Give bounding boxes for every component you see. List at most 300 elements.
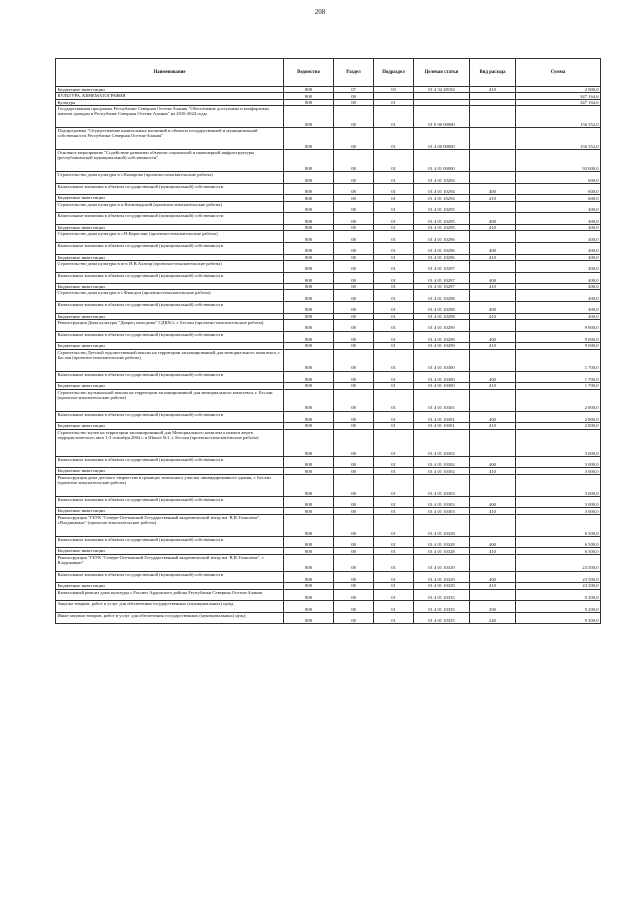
cell-department: 808 (284, 284, 334, 290)
cell-department: 808 (284, 583, 334, 589)
cell-subsection: 01 (374, 242, 414, 254)
cell-target-article: 01 4 01 10335 (414, 612, 470, 624)
cell-section: 08 (334, 195, 374, 201)
table-row (56, 172, 601, 184)
cell-department: 808 (284, 242, 334, 254)
cell-section: 08 (334, 514, 374, 536)
cell-expense-type (470, 349, 516, 371)
table-header-row (56, 59, 601, 87)
cell-section: 08 (334, 371, 374, 383)
cell-subsection: 01 (374, 331, 414, 343)
cell-sum: 2 800,0 (516, 411, 601, 423)
cell-subsection: 01 (374, 411, 414, 423)
cell-name: Капитальные вложения в объекты государственной (муниципальной) собственности (56, 536, 284, 548)
cell-sum: 6 500,0 (516, 514, 601, 536)
cell-expense-type: 400 (470, 496, 516, 508)
cell-name: Бюджетные инвестиции (56, 195, 284, 201)
cell-sum: 1 700,0 (516, 371, 601, 383)
cell-section: 08 (334, 536, 374, 548)
cell-section: 08 (334, 150, 374, 172)
cell-sum: 347 164,6 (516, 93, 601, 99)
cell-subsection: 01 (374, 254, 414, 260)
cell-section: 08 (334, 272, 374, 284)
cell-section: 08 (334, 508, 374, 514)
cell-sum: 9 000,0 (516, 331, 601, 343)
cell-target-article: 01 4 01 10297 (414, 260, 470, 272)
cell-expense-type (470, 320, 516, 332)
cell-subsection: 01 (374, 99, 414, 105)
cell-expense-type: 410 (470, 195, 516, 201)
cell-expense-type: 410 (470, 468, 516, 474)
cell-name: Бюджетные инвестиции (56, 583, 284, 589)
cell-target-article: 01 4 01 10298 (414, 290, 470, 302)
cell-name: Строительство музыкальной школы на территории запланированной для мемориального комплекса, г. Беслан (проектно-изыскательские работы) (56, 389, 284, 411)
cell-target-article: 01 4 01 10297 (414, 272, 470, 284)
cell-sum: 3 000,0 (516, 474, 601, 496)
table-row (56, 429, 601, 456)
cell-name: Строительство дома культуры в пгт. Н.В.Алагир (проектно-изыскательские работы) (56, 260, 284, 272)
cell-expense-type: 400 (470, 213, 516, 225)
cell-subsection: 01 (374, 474, 414, 496)
cell-name: КУЛЬТУРА, КИНЕМАТОГРАФИЯ (56, 93, 284, 99)
cell-section: 08 (334, 554, 374, 571)
cell-target-article: 01 4 01 10335 (414, 601, 470, 613)
cell-sum: 9 000,0 (516, 320, 601, 332)
cell-department: 808 (284, 343, 334, 349)
cell-expense-type: 400 (470, 331, 516, 343)
cell-sum: 400,0 (516, 213, 601, 225)
cell-section: 08 (334, 224, 374, 230)
cell-expense-type (470, 290, 516, 302)
cell-sum: 600,0 (516, 195, 601, 201)
header-expense-type: Вид расхода (470, 59, 516, 87)
table-row (56, 183, 601, 195)
cell-department: 808 (284, 514, 334, 536)
table-row (56, 106, 601, 128)
cell-department: 808 (284, 172, 334, 184)
header-subsection: Подраздел (374, 59, 414, 87)
cell-section: 08 (334, 429, 374, 456)
cell-subsection: 01 (374, 320, 414, 332)
cell-sum: 400,0 (516, 290, 601, 302)
cell-section: 08 (334, 571, 374, 583)
cell-sum: 400,0 (516, 201, 601, 213)
cell-target-article: 01 4 01 10335 (414, 589, 470, 601)
table-row (56, 474, 601, 496)
table-row (56, 128, 601, 150)
cell-department: 808 (284, 213, 334, 225)
cell-target-article: 01 4 01 10299 (414, 343, 470, 349)
cell-department: 808 (284, 195, 334, 201)
cell-expense-type (470, 150, 516, 172)
cell-section: 08 (334, 254, 374, 260)
cell-department: 808 (284, 183, 334, 195)
cell-expense-type: 400 (470, 371, 516, 383)
cell-name: Подпрограмма "Осуществление капитальных вложений в объекты государственной и муниципальной собственности Республики Северная Осетия-Алания" (56, 128, 284, 150)
cell-name: Бюджетные инвестиции (56, 383, 284, 389)
cell-expense-type: 410 (470, 343, 516, 349)
cell-target-article: 01 4 01 10302 (414, 456, 470, 468)
cell-sum: 3 000,0 (516, 456, 601, 468)
cell-subsection: 01 (374, 172, 414, 184)
cell-sum: 600,0 (516, 172, 601, 184)
table-row (56, 612, 601, 624)
cell-department: 808 (284, 106, 334, 128)
cell-name: Бюджетные инвестиции (56, 224, 284, 230)
cell-target-article: 01 4 01 10301 (414, 389, 470, 411)
cell-name: Строительство дома культуры в п.Кизилвадский (проектно-изыскательские работы) (56, 201, 284, 213)
cell-section: 08 (334, 468, 374, 474)
cell-sum: 92 000,0 (516, 150, 601, 172)
cell-sum: 2 800,0 (516, 423, 601, 429)
cell-name: Иные закупки товаров, работ и услуг для обеспечения государственных (муниципальных) нужд (56, 612, 284, 624)
cell-department: 808 (284, 548, 334, 554)
cell-sum: 3 000,0 (516, 429, 601, 456)
cell-expense-type: 410 (470, 508, 516, 514)
cell-subsection: 01 (374, 571, 414, 583)
cell-target-article: 01 4 01 10329 (414, 571, 470, 583)
cell-name: Капитальные вложения в объекты государственной (муниципальной) собственности (56, 411, 284, 423)
cell-name: Государственная программа Республики Северная Осетия-Алания "Обеспечение доступным и комфортным жильем граждан в Республике Северная Осетия-Алания" на 2016-2024 годы (56, 106, 284, 128)
cell-sum: 400,0 (516, 254, 601, 260)
cell-expense-type: 410 (470, 284, 516, 290)
table-row (56, 272, 601, 284)
cell-name: Строительство дома культуры в с.Комарово (проектно-изыскательские работы) (56, 172, 284, 184)
cell-target-article: 01 4 01 10298 (414, 302, 470, 314)
table-row (56, 242, 601, 254)
cell-sum: 156 352,0 (516, 128, 601, 150)
cell-target-article: 01 4 01 10296 (414, 254, 470, 260)
cell-section: 08 (334, 128, 374, 150)
header-target-article: Целевая статья (414, 59, 470, 87)
page-number: 208 (314, 8, 326, 16)
cell-section: 07 (334, 87, 374, 93)
cell-section: 08 (334, 183, 374, 195)
cell-sum: 23 500,0 (516, 583, 601, 589)
cell-target-article: 01 4 01 10300 (414, 383, 470, 389)
cell-sum: 23 500,0 (516, 571, 601, 583)
cell-section: 08 (334, 548, 374, 554)
cell-section: 08 (334, 496, 374, 508)
cell-subsection: 01 (374, 343, 414, 349)
cell-sum: 3 000,0 (516, 508, 601, 514)
cell-section: 08 (334, 172, 374, 184)
cell-section: 08 (334, 583, 374, 589)
cell-sum: 3 000,0 (516, 468, 601, 474)
cell-sum: 400,0 (516, 302, 601, 314)
cell-subsection: 01 (374, 583, 414, 589)
cell-section: 08 (334, 612, 374, 624)
cell-department: 808 (284, 571, 334, 583)
table-row (56, 371, 601, 383)
cell-subsection: 01 (374, 313, 414, 319)
cell-subsection: 01 (374, 508, 414, 514)
cell-department: 808 (284, 224, 334, 230)
cell-sum: 6 500,0 (516, 548, 601, 554)
cell-department: 808 (284, 302, 334, 314)
cell-expense-type (470, 260, 516, 272)
table-row (56, 571, 601, 583)
cell-sum: 1 700,0 (516, 383, 601, 389)
cell-department: 808 (284, 349, 334, 371)
cell-target-article: 01 4 01 10295 (414, 224, 470, 230)
cell-department: 808 (284, 536, 334, 548)
cell-target-article: 01 4 01 00000 (414, 150, 470, 172)
cell-department: 808 (284, 231, 334, 243)
cell-expense-type (470, 514, 516, 536)
cell-sum: 2 000,0 (516, 87, 601, 93)
cell-subsection: 01 (374, 302, 414, 314)
cell-subsection: 01 (374, 589, 414, 601)
cell-name: Строительство дома культуры в с.Фиагдон (проектно-изыскательские работы) (56, 290, 284, 302)
table-row (56, 302, 601, 314)
cell-subsection: 01 (374, 106, 414, 128)
table-row (56, 320, 601, 332)
table-row (56, 389, 601, 411)
cell-name: Строительство музея на территории запланированной для Мемориального комплекса памяти жертв террористического акта 1-3 сентября 2004 г. в Школе №1, г. Беслан (проектно-изыскательские работы) (56, 429, 284, 456)
cell-department: 808 (284, 468, 334, 474)
table-row (56, 213, 601, 225)
cell-section: 08 (334, 260, 374, 272)
cell-target-article: 01 4 01 10294 (414, 195, 470, 201)
cell-sum: 400,0 (516, 284, 601, 290)
cell-name: Бюджетные инвестиции (56, 313, 284, 319)
cell-target-article: 01 4 01 10303 (414, 508, 470, 514)
cell-expense-type (470, 106, 516, 128)
cell-sum: 400,0 (516, 272, 601, 284)
cell-subsection: 01 (374, 536, 414, 548)
table-row (56, 349, 601, 371)
cell-target-article: 01 4 01 10302 (414, 429, 470, 456)
cell-subsection: 01 (374, 429, 414, 456)
cell-target-article: 01 4 01 10296 (414, 231, 470, 243)
cell-name: Бюджетные инвестиции (56, 87, 284, 93)
cell-expense-type: 410 (470, 313, 516, 319)
cell-department: 808 (284, 601, 334, 613)
cell-section: 08 (334, 213, 374, 225)
cell-target-article: 01 4 01 10294 (414, 183, 470, 195)
budget-table (55, 58, 601, 624)
cell-department: 808 (284, 87, 334, 93)
cell-subsection: 01 (374, 260, 414, 272)
cell-subsection: 01 (374, 284, 414, 290)
cell-name: Капитальные вложения в объекты государственной (муниципальной) собственности (56, 456, 284, 468)
table-body (56, 87, 601, 624)
table-row (56, 201, 601, 213)
cell-subsection: 01 (374, 554, 414, 571)
cell-name: Основное мероприятие "Содействие развитию объектов социальной и инженерной инфраструктуры (республиканской муниципальной) собственности" (56, 150, 284, 172)
cell-name: Капитальные вложения в объекты государственной (муниципальной) собственности (56, 272, 284, 284)
cell-sum: 1 700,0 (516, 349, 601, 371)
cell-name: Строительство дома культуры в с.Н.Бирагзанг (проектно-изыскательские работы) (56, 231, 284, 243)
cell-target-article: 01 4 01 10328 (414, 514, 470, 536)
cell-expense-type: 400 (470, 242, 516, 254)
cell-name: Капитальные вложения в объекты государственной (муниципальной) собственности (56, 242, 284, 254)
cell-subsection: 01 (374, 201, 414, 213)
cell-subsection: 01 (374, 195, 414, 201)
cell-target-article: 01 4 01 10303 (414, 496, 470, 508)
cell-department: 808 (284, 371, 334, 383)
cell-expense-type: 400 (470, 302, 516, 314)
cell-name: Бюджетные инвестиции (56, 548, 284, 554)
cell-sum: 400,0 (516, 242, 601, 254)
cell-name: Закупка товаров, работ и услуг для обеспечения государственных (муниципальных) нужд (56, 601, 284, 613)
cell-department: 808 (284, 389, 334, 411)
cell-name: Бюджетные инвестиции (56, 423, 284, 429)
cell-section: 08 (334, 589, 374, 601)
cell-expense-type: 400 (470, 183, 516, 195)
cell-department: 808 (284, 554, 334, 571)
cell-section: 08 (334, 99, 374, 105)
cell-section: 08 (334, 601, 374, 613)
cell-target-article: 01 4 01 10294 (414, 172, 470, 184)
cell-target-article: 01 4 01 10328 (414, 548, 470, 554)
cell-subsection: 01 (374, 456, 414, 468)
cell-section: 08 (334, 284, 374, 290)
header-department: Ведомство (284, 59, 334, 87)
cell-subsection: 01 (374, 183, 414, 195)
cell-subsection: 01 (374, 349, 414, 371)
table-row (56, 601, 601, 613)
cell-subsection: 01 (374, 371, 414, 383)
cell-name: Бюджетные инвестиции (56, 254, 284, 260)
cell-target-article: 01 4 01 10329 (414, 554, 470, 571)
cell-section: 08 (334, 290, 374, 302)
cell-section: 08 (334, 389, 374, 411)
cell-target-article: 01 4 01 10295 (414, 201, 470, 213)
cell-section: 08 (334, 320, 374, 332)
cell-section: 08 (334, 331, 374, 343)
cell-expense-type: 410 (470, 583, 516, 589)
cell-name: Капитальные вложения в объекты государственной (муниципальной) собственности (56, 213, 284, 225)
cell-subsection: 03 (374, 87, 414, 93)
cell-target-article: 01 4 01 10300 (414, 371, 470, 383)
cell-sum: 9 200,0 (516, 601, 601, 613)
cell-expense-type: 410 (470, 383, 516, 389)
cell-sum: 400,0 (516, 231, 601, 243)
cell-name: Реконструкция "ГБУК "Северо-Осетинский Государственный академический театр им. В.В.Тхапсаева", г. Владикавказ" (56, 554, 284, 571)
cell-subsection: 01 (374, 548, 414, 554)
table-row (56, 331, 601, 343)
cell-name: Бюджетные инвестиции (56, 468, 284, 474)
cell-target-article: 01 4 01 10296 (414, 242, 470, 254)
cell-section: 08 (334, 231, 374, 243)
cell-department: 808 (284, 128, 334, 150)
cell-sum: 2 800,0 (516, 389, 601, 411)
cell-department: 808 (284, 411, 334, 423)
cell-section: 08 (334, 474, 374, 496)
cell-expense-type (470, 589, 516, 601)
cell-name: Бюджетные инвестиции (56, 508, 284, 514)
cell-expense-type: 400 (470, 411, 516, 423)
cell-name: Реконструкция дома детского творчества в границах земельного участка ликвидированного здания, г. Беслан (проектно-изыскательские работы) (56, 474, 284, 496)
cell-target-article: 01 4 00 00000 (414, 128, 470, 150)
cell-subsection: 01 (374, 612, 414, 624)
cell-subsection: 01 (374, 383, 414, 389)
cell-expense-type (470, 554, 516, 571)
cell-expense-type (470, 231, 516, 243)
cell-sum: 347 164,6 (516, 99, 601, 105)
cell-section: 08 (334, 93, 374, 99)
table-row (56, 231, 601, 243)
cell-expense-type: 410 (470, 87, 516, 93)
cell-sum: 9 200,0 (516, 612, 601, 624)
cell-expense-type: 400 (470, 272, 516, 284)
cell-expense-type: 410 (470, 254, 516, 260)
cell-department: 808 (284, 93, 334, 99)
cell-department: 808 (284, 150, 334, 172)
table-row (56, 514, 601, 536)
cell-name: Капитальные вложения в объекты государственной (муниципальной) собственности (56, 183, 284, 195)
table-row (56, 589, 601, 601)
cell-department: 808 (284, 272, 334, 284)
cell-expense-type (470, 128, 516, 150)
cell-name: Реконструкция "ГБУК "Северо-Осетинский Государственный академический театр им. В.В.Тхапсаева", г.Владикавказ" (проектно-изыскательские работы) (56, 514, 284, 536)
cell-section: 08 (334, 242, 374, 254)
cell-department: 808 (284, 496, 334, 508)
cell-name: Капитальный ремонт дома культуры с.Рассвет Ардонского района Республики Северная Осетия-Алания (56, 589, 284, 601)
cell-subsection: 01 (374, 290, 414, 302)
cell-target-article: 01 0 00 00000 (414, 106, 470, 128)
cell-name: Капитальные вложения в объекты государственной (муниципальной) собственности (56, 371, 284, 383)
cell-department: 808 (284, 313, 334, 319)
cell-department: 808 (284, 456, 334, 468)
cell-section: 08 (334, 343, 374, 349)
table-row (56, 554, 601, 571)
cell-subsection: 01 (374, 150, 414, 172)
cell-expense-type: 200 (470, 601, 516, 613)
table-row (56, 536, 601, 548)
cell-department: 808 (284, 423, 334, 429)
cell-target-article: 01 4 01 10299 (414, 320, 470, 332)
cell-department: 808 (284, 99, 334, 105)
cell-target-article: 01 4 01 10303 (414, 474, 470, 496)
cell-department: 808 (284, 260, 334, 272)
cell-expense-type: 410 (470, 548, 516, 554)
cell-department: 808 (284, 589, 334, 601)
cell-expense-type (470, 201, 516, 213)
cell-name: Капитальные вложения в объекты государственной (муниципальной) собственности (56, 331, 284, 343)
cell-sum: 600,0 (516, 183, 601, 195)
cell-sum: 400,0 (516, 224, 601, 230)
cell-target-article: 01 4 01 10301 (414, 411, 470, 423)
cell-name: Бюджетные инвестиции (56, 343, 284, 349)
cell-section: 08 (334, 106, 374, 128)
cell-section: 08 (334, 456, 374, 468)
cell-name: Культура (56, 99, 284, 105)
cell-department: 808 (284, 508, 334, 514)
cell-section: 08 (334, 302, 374, 314)
header-sum: Сумма (516, 59, 601, 87)
cell-sum: 6 500,0 (516, 536, 601, 548)
cell-expense-type (470, 474, 516, 496)
table-row (56, 411, 601, 423)
cell-sum: 23 500,0 (516, 554, 601, 571)
cell-subsection: 01 (374, 423, 414, 429)
cell-department: 808 (284, 320, 334, 332)
cell-department: 808 (284, 474, 334, 496)
cell-expense-type: 400 (470, 571, 516, 583)
cell-department: 808 (284, 201, 334, 213)
header-name: Наименование (56, 59, 284, 87)
cell-expense-type: 400 (470, 456, 516, 468)
cell-expense-type: 410 (470, 224, 516, 230)
table-row (56, 496, 601, 508)
cell-name: Капитальные вложения в объекты государственной (муниципальной) собственности (56, 571, 284, 583)
cell-section: 08 (334, 383, 374, 389)
cell-target-article: 01 4 01 10298 (414, 313, 470, 319)
cell-expense-type: 400 (470, 536, 516, 548)
